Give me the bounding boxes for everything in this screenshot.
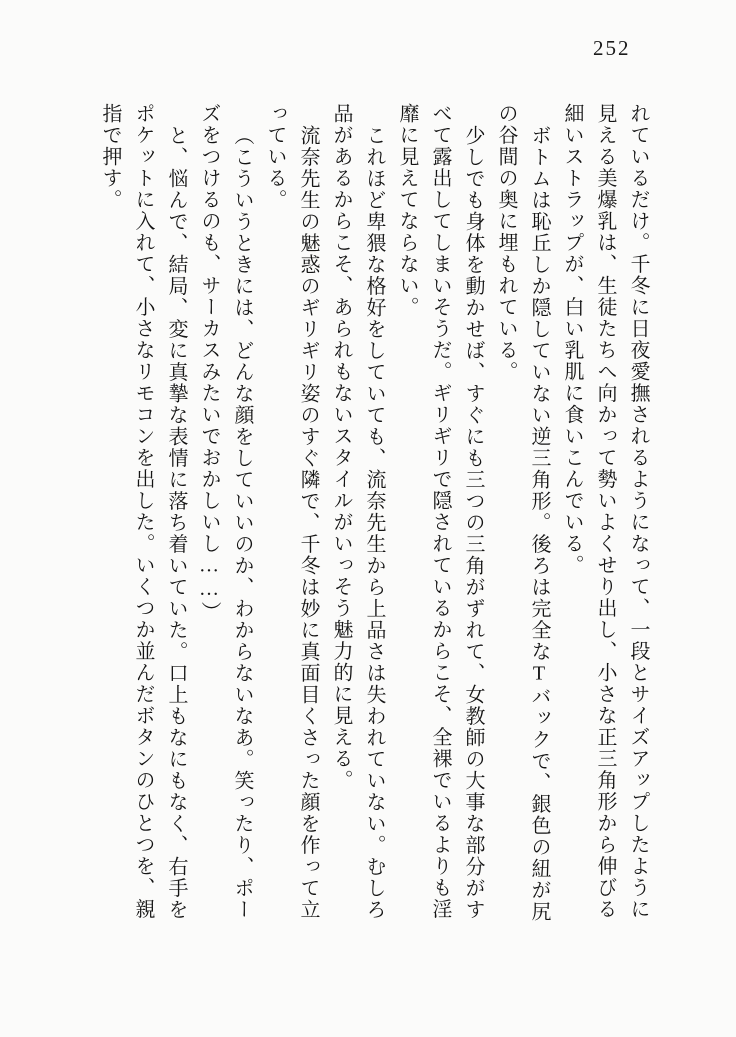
paragraph: と、悩んで、結局、変に真摯な表情に落ち着いていた。口上もなにもなく、右手をポケットに入れて、小さなリモコンを出した。いくつか並んだボタンのひとつを、親指で押す。 [99, 103, 187, 921]
body-text [93, 103, 654, 931]
paragraph: ボトムは恥丘しか隠していない逆三角形。後ろは完全なTバックで、銀色の紐が尻の谷間の奥に埋もれている。 [495, 103, 550, 923]
paragraph: （こういうときには、どんな顔をしていいのか、わからないなあ。笑ったり、ポーズをつけるのも、サーカスみたいでおかしいし……） [198, 103, 253, 921]
paragraph: これほど卑猥な格好をしていても、流奈先生から上品さは失われていない。むしろ品があるからこそ、あられもないスタイルがいっそう魅力的に見える。 [330, 103, 385, 921]
paragraph: 少しでも身体を動かせば、すぐにも三つの三角がずれて、女教師の大事な部分がすべて露出してしまいそうだ。ギリギリで隠されているからこそ、全裸でいるよりも淫靡に見えてならない。 [396, 103, 484, 921]
paragraph: 流奈先生の魅惑のギリギリ姿のすぐ隣で、千冬は妙に真面目くさった顔を作って立っている。 [264, 103, 319, 921]
page-number: 252 [593, 36, 631, 60]
paragraph: れているだけ。千冬に日夜愛撫されるようになって、一段とサイズアップしたように見える美爆乳は、生徒たちへ向かって勢いよくせり出し、小さな正三角形から伸びる細いストラップが、白い乳肌に食いこんでいる。 [561, 103, 649, 920]
